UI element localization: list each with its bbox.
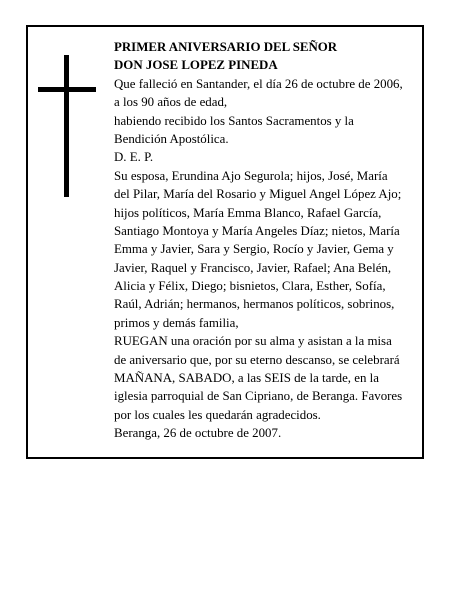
notice-body-line: iglesia parroquial de San Cipriano, de Beranga. Favores	[114, 389, 403, 404]
notice-body-line: RUEGAN una oración por su alma y asistan a la misa	[114, 334, 392, 349]
notice-title-line-2: DON JOSE LOPEZ PINEDA	[114, 58, 278, 73]
notice-body-line: MAÑANA, SABADO, a las SEIS de la tarde, en la	[114, 371, 379, 386]
notice-body-line: de aniversario que, por su eterno descanso, se celebrará	[114, 352, 400, 367]
notice-body-line: habiendo recibido los Santos Sacramentos y la	[114, 113, 354, 128]
notice-body-line: Raúl, Adrián; hermanos, hermanos políticos, sobrinos,	[114, 297, 395, 312]
notice-body-line: del Pilar, María del Rosario y Miguel Angel López Ajo;	[114, 187, 402, 202]
notice-body-line: Javier, Raquel y Francisco, Javier, Rafael; Ana Belén,	[114, 260, 392, 275]
notice-body-line: Su esposa, Erundina Ajo Segurola; hijos, José, María	[114, 168, 388, 183]
obituary-text	[114, 38, 420, 443]
notice-body-line: hijos políticos, María Emma Blanco, Rafael García,	[114, 205, 382, 220]
notice-body-line: Alicia y Félix, Diego; bisnietos, Clara, Esther, Sofía,	[114, 279, 386, 294]
notice-body-line: Santiago Montoya y María Angeles Díaz; nietos, María	[114, 223, 400, 238]
notice-body-line: por los cuales les quedarán agradecidos.	[114, 407, 321, 422]
notice-body-line: primos y demás familia,	[114, 315, 239, 330]
notice-body-line: Que falleció en Santander, el día 26 de octubre de 2006,	[114, 76, 403, 91]
notice-body-line: D. E. P.	[114, 150, 154, 165]
cross-vertical-bar	[64, 55, 69, 197]
notice-body-line: Emma y Javier, Sara y Sergio, Rocío y Javier, Gema y	[114, 242, 394, 257]
notice-title-line-1: PRIMER ANIVERSARIO DEL SEÑOR	[114, 40, 338, 54]
notice-body-line: Beranga, 26 de octubre de 2007.	[114, 426, 282, 441]
cross-horizontal-bar	[38, 87, 96, 92]
notice-body-line: Bendición Apostólica.	[114, 131, 229, 146]
notice-body-line: a los 90 años de edad,	[114, 95, 228, 110]
cross-icon	[38, 55, 96, 197]
